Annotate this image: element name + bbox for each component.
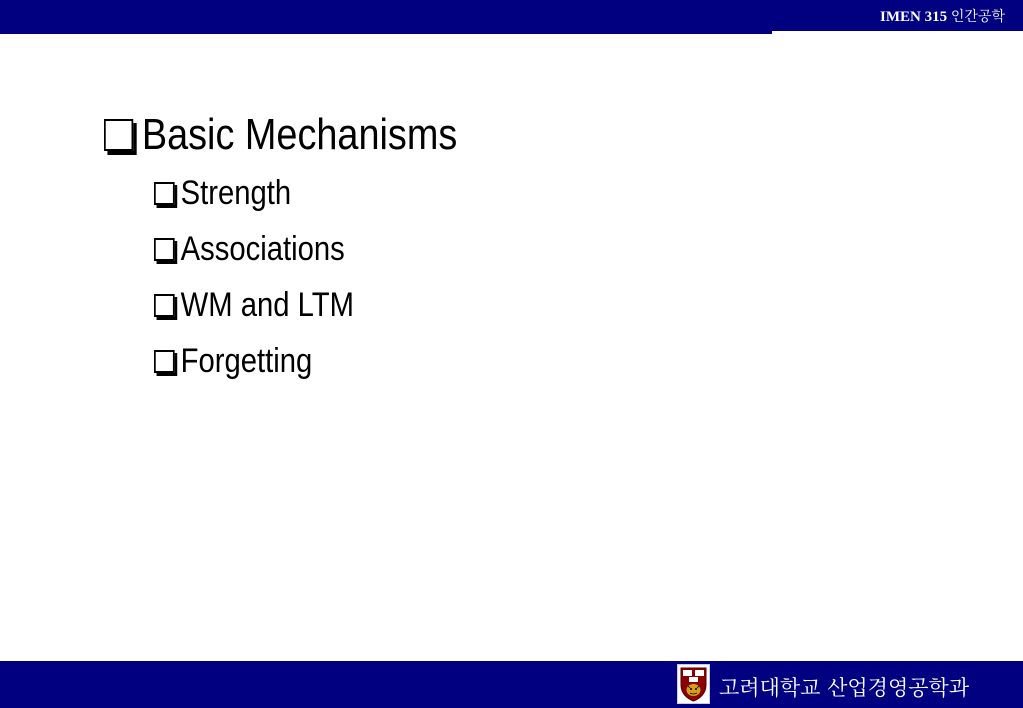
- sub-bullet: [154, 336, 464, 386]
- sub-bullet-label: Strength: [180, 173, 292, 212]
- checkbox-bullet-icon: [154, 294, 175, 317]
- sub-bullet-label: Forgetting: [180, 341, 313, 380]
- course-name: 인간공학: [950, 9, 1005, 25]
- sub-bullet-label: Associations: [180, 229, 345, 268]
- sub-bullet: [154, 280, 464, 330]
- checkbox-bullet-icon: [154, 350, 175, 373]
- sub-bullet: [154, 168, 464, 218]
- main-bullet: [104, 108, 457, 162]
- bullet-list: [104, 108, 515, 386]
- course-title: [880, 6, 1005, 26]
- university-crest-icon: [677, 664, 710, 704]
- checkbox-bullet-icon: [154, 182, 175, 205]
- footer-bar: [0, 661, 1023, 708]
- department-name: 고려대학교 산업경영공학과: [719, 676, 970, 700]
- header-bar: [0, 0, 1023, 31]
- main-bullet-label: Basic Mechanisms: [141, 110, 458, 159]
- course-code: IMEN 315: [880, 9, 948, 25]
- sub-bullet-label: WM and LTM: [180, 285, 354, 324]
- sub-bullet: [154, 224, 464, 274]
- checkbox-bullet-icon: [154, 238, 175, 261]
- checkbox-bullet-icon: [104, 119, 133, 151]
